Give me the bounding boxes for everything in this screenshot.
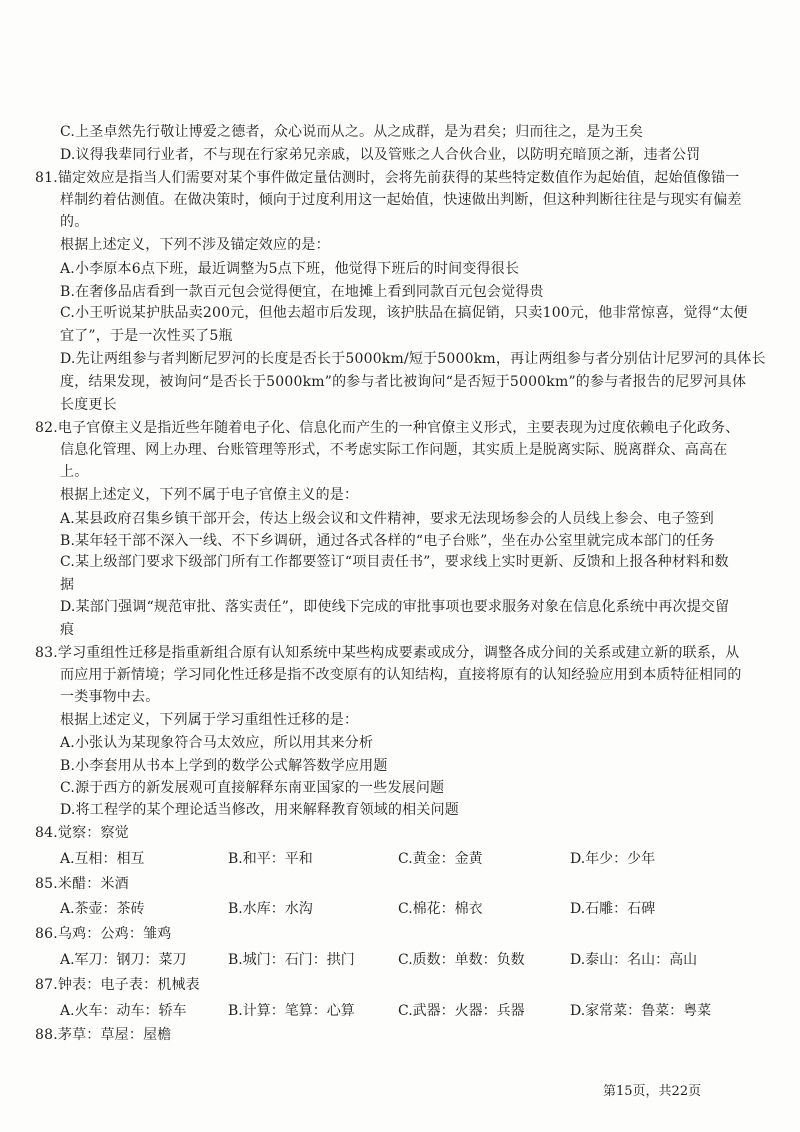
q82-stem-line2: 信息化管理、网上办理、台账管理等形式，不考虑实际工作问题，其实质上是脱离实际、脱离群众、高高在 [60,442,728,458]
q82-option-b: B.某年轻干部不深入一线、不下乡调研，通过各式各样的“电子台账”，坐在办公室里就完成本部门的任务 [60,533,715,549]
q86-option-c: C.质数：单数：负数 [398,952,525,968]
q84-option-d: D.年少：少年 [570,851,656,867]
q81-option-d-line1: D.先让两组参与者判断尼罗河的长度是否长于5000km/短于5000km，再让两组参与者分别估计尼罗河的具体长 [60,351,766,367]
q84-option-a: A.互相：相互 [60,851,145,867]
q84-stem: 84.觉察：察觉 [35,825,129,841]
q81-option-c-line2: 宜了”，于是一次性买了5瓶 [60,328,233,344]
q83-prompt: 根据上述定义，下列属于学习重组性迁移的是： [60,712,359,728]
prev-option-c: C.上圣卓然先行敬让博爱之德者，众心说而从之。从之成群，是为君矣；归而往之，是为王矣 [60,124,644,140]
q82-option-c-line1: C.某上级部门要求下级部门所有工作都要签订“项目责任书”，要求线上实时更新、反馈和上报各种材料和数 [60,554,729,570]
q85-stem: 85.米醋：米酒 [35,876,129,892]
q87-option-d: D.家常菜：鲁菜：粤菜 [570,1003,712,1019]
q87-option-a: A.火车：动车：轿车 [60,1003,187,1019]
q83-stem-line1: 83.学习重组性迁移是指重新组合原有认知系统中某些构成要素或成分，调整各成分间的关系或建立新的联系，从 [35,645,740,661]
q87-option-c: C.武器：火器：兵器 [398,1003,525,1019]
q86-option-b: B.城门：石门：拱门 [228,952,355,968]
q82-stem-line1: 82.电子官僚主义是指近些年随着电子化、信息化而产生的一种官僚主义形式，主要表现为过度依赖电子化政务、 [35,420,740,436]
q83-stem-line3: 一类事物中去。 [60,689,160,705]
q81-stem-line3: 的。 [60,214,89,230]
q85-option-d: D.石雕：石碑 [570,901,656,917]
page-number: 第15页，共22页 [603,1084,702,1099]
q82-option-a: A.某县政府召集乡镇干部开会，传达上级会议和文件精神，要求无法现场参会的人员线上参会、电子签到 [60,511,714,527]
q86-option-a: A.军刀：钢刀：菜刀 [60,952,187,968]
q83-option-d: D.将工程学的某个理论适当修改，用来解释教育领域的相关问题 [60,802,459,818]
q83-option-a: A.小张认为某现象符合马太效应，所以用其来分析 [60,735,374,751]
q86-option-d: D.泰山：名山：高山 [570,952,698,968]
q85-option-b: B.水库：水沟 [228,901,313,917]
q82-option-d-line2: 痕 [60,622,75,638]
q84-option-c: C.黄金：金黄 [398,851,483,867]
q81-option-a: A.小李原本6点下班，最近调整为5点下班，他觉得下班后的时间变得很长 [60,261,520,277]
q81-stem-line1: 81.锚定效应是指当人们需要对某个事件做定量估测时，会将先前获得的某些特定数值作为起始值，起始值像锚一 [35,170,740,186]
q81-option-d-line3: 长度更长 [60,397,117,413]
q81-prompt: 根据上述定义，下列不涉及锚定效应的是： [60,237,330,253]
q81-option-c-line1: C.小王听说某护肤品卖200元，但他去超市后发现，该护肤品在搞促销，只卖100元，他非常惊喜，觉得“太便 [60,305,748,321]
q81-stem-line2: 样制约着估测值。在做决策时，倾向于过度利用这一起始值，快速做出判断，但这种判断往往是与现实有偏差 [60,192,742,208]
q82-option-d-line1: D.某部门强调“规范审批、落实责任”，即使线下完成的审批事项也要求服务对象在信息化系统中再次提交留 [60,599,730,615]
q83-stem-line2: 而应用于新情境；学习同化性迁移是指不改变原有的认知结构，直接将原有的认知经验应用到本质特征相同的 [60,667,742,683]
q87-stem: 87.钟表：电子表：机械表 [35,977,200,993]
q84-option-b: B.和平：平和 [228,851,313,867]
q82-option-c-line2: 据 [60,577,75,593]
q87-option-b: B.计算：笔算：心算 [228,1003,355,1019]
q86-stem: 86.乌鸡：公鸡：雏鸡 [35,926,172,942]
q85-options [0,899,800,919]
q84-options [0,849,800,869]
q86-options [0,950,800,970]
q81-option-b: B.在奢侈品店看到一款百元包会觉得便宜，在地摊上看到同款百元包会觉得贵 [60,284,544,300]
q82-prompt: 根据上述定义，下列不属于电子官僚主义的是： [60,487,359,503]
q85-option-c: C.棉花：棉衣 [398,901,483,917]
q85-option-a: A.茶壶：茶砖 [60,901,145,917]
q83-option-c: C.源于西方的新发展观可直接解释东南亚国家的一些发展问题 [60,780,445,796]
q83-option-b: B.小李套用从书本上学到的数学公式解答数学应用题 [60,758,388,774]
q82-stem-line3: 上。 [60,464,89,480]
prev-option-d: D.议得我辈同行业者，不与现在行家弟兄亲戚，以及管账之人合伙合业，以防明充暗顶之渐，违者公罚 [60,147,701,163]
q88-stem: 88.茅草：草屋：屋檐 [35,1027,172,1043]
q87-options [0,1001,800,1021]
q81-option-d-line2: 度，结果发现，被询问“是否长于5000km”的参与者比被询问“是否短于5000km”的参与者报告的尼罗河具体 [60,374,747,390]
